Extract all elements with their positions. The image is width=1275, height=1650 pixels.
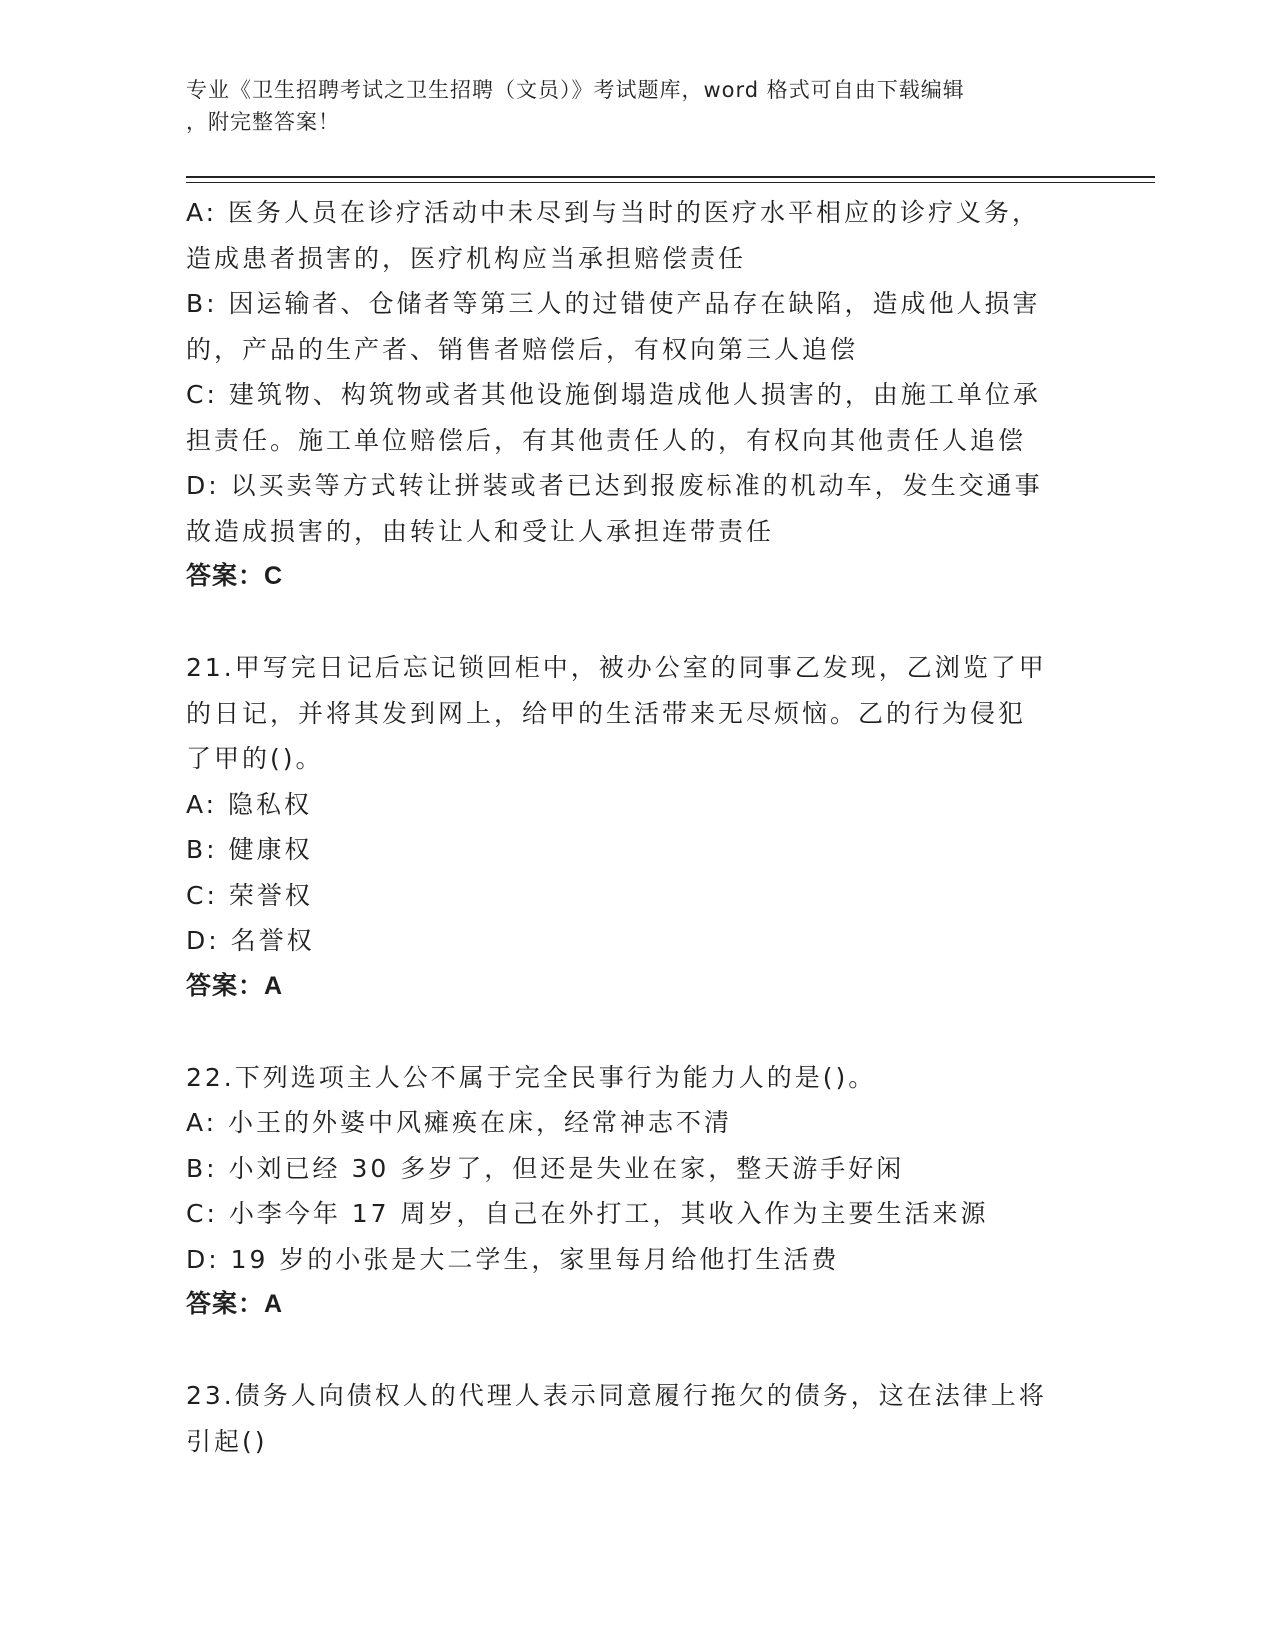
question-21 xyxy=(186,645,1081,1009)
header-divider-thick xyxy=(186,176,1155,178)
q22-answer: 答案：A xyxy=(186,1290,284,1318)
q21-answer: 答案：A xyxy=(186,971,284,1000)
q20-option-a-line-2: 造成患者损害的，医疗机构应当承担赔偿责任 xyxy=(186,243,747,273)
question-22 xyxy=(186,1055,1081,1328)
q23-stem-line-2: 引起() xyxy=(186,1426,268,1456)
q21-option-d: D: 名誉权 xyxy=(186,926,315,955)
q21-stem-line-2: 的日记，并将其发到网上，给甲的生活带来无尽烦恼。乙的行为侵犯 xyxy=(186,698,1027,728)
q21-option-b: B: 健康权 xyxy=(186,835,313,864)
question-content xyxy=(186,190,1081,1464)
q22-option-a: A: 小王的外婆中风瘫痪在床，经常神志不清 xyxy=(186,1108,733,1137)
spacer xyxy=(186,1328,1081,1374)
question-20 xyxy=(186,190,1081,600)
q21-option-a: A: 隐私权 xyxy=(186,789,313,819)
spacer xyxy=(186,1009,1081,1055)
q20-option-c-line-1: C: 建筑物、构筑物或者其他设施倒塌造成他人损害的，由施工单位承 xyxy=(186,380,1041,409)
q22-option-d: D: 19 岁的小张是大二学生，家里每月给他打生活费 xyxy=(186,1244,840,1274)
q20-option-d-line-2: 故造成损害的，由转让人和受让人承担连带责任 xyxy=(186,516,775,546)
q20-option-a-line-1: A: 医务人员在诊疗活动中未尽到与当时的医疗水平相应的诊疗义务， xyxy=(186,198,1041,227)
document-header xyxy=(186,74,1066,138)
header-line-2: ，附完整答案！ xyxy=(186,110,340,134)
q20-answer: 答案：C xyxy=(186,562,284,590)
q22-option-c: C: 小李今年 17 周岁，自己在外打工，其收入作为主要生活来源 xyxy=(186,1199,989,1228)
q21-stem-line-1: 21.甲写完日记后忘记锁回柜中，被办公室的同事乙发现，乙浏览了甲 xyxy=(186,653,1047,682)
spacer xyxy=(186,600,1081,646)
q20-option-b-line-2: 的，产品的生产者、销售者赔偿后，有权向第三人追偿 xyxy=(186,334,859,364)
q22-option-b: B: 小刘已经 30 多岁了，但还是失业在家，整天游手好闲 xyxy=(186,1153,905,1183)
q20-option-d-line-1: D: 以买卖等方式转让拼装或者已达到报废标准的机动车，发生交通事 xyxy=(186,471,1043,500)
q21-stem-line-3: 了甲的()。 xyxy=(186,744,324,773)
header-divider-thin xyxy=(186,182,1155,183)
q20-option-c-line-2: 担责任。施工单位赔偿后，有其他责任人的，有权向其他责任人追偿 xyxy=(186,425,1027,455)
q21-option-c: C: 荣誉权 xyxy=(186,880,313,910)
header-line-1: 专业《卫生招聘考试之卫生招聘（文员）》考试题库，word 格式可自由下载编辑 xyxy=(186,78,965,102)
q22-stem: 22.下列选项主人公不属于完全民事行为能力人的是()。 xyxy=(186,1062,877,1092)
q23-stem-line-1: 23.债务人向债权人的代理人表示同意履行拖欠的债务，这在法律上将 xyxy=(186,1381,1047,1410)
q20-option-b-line-1: B: 因运输者、仓储者等第三人的过错使产品存在缺陷，造成他人损害 xyxy=(186,289,1041,318)
question-23 xyxy=(186,1373,1081,1464)
